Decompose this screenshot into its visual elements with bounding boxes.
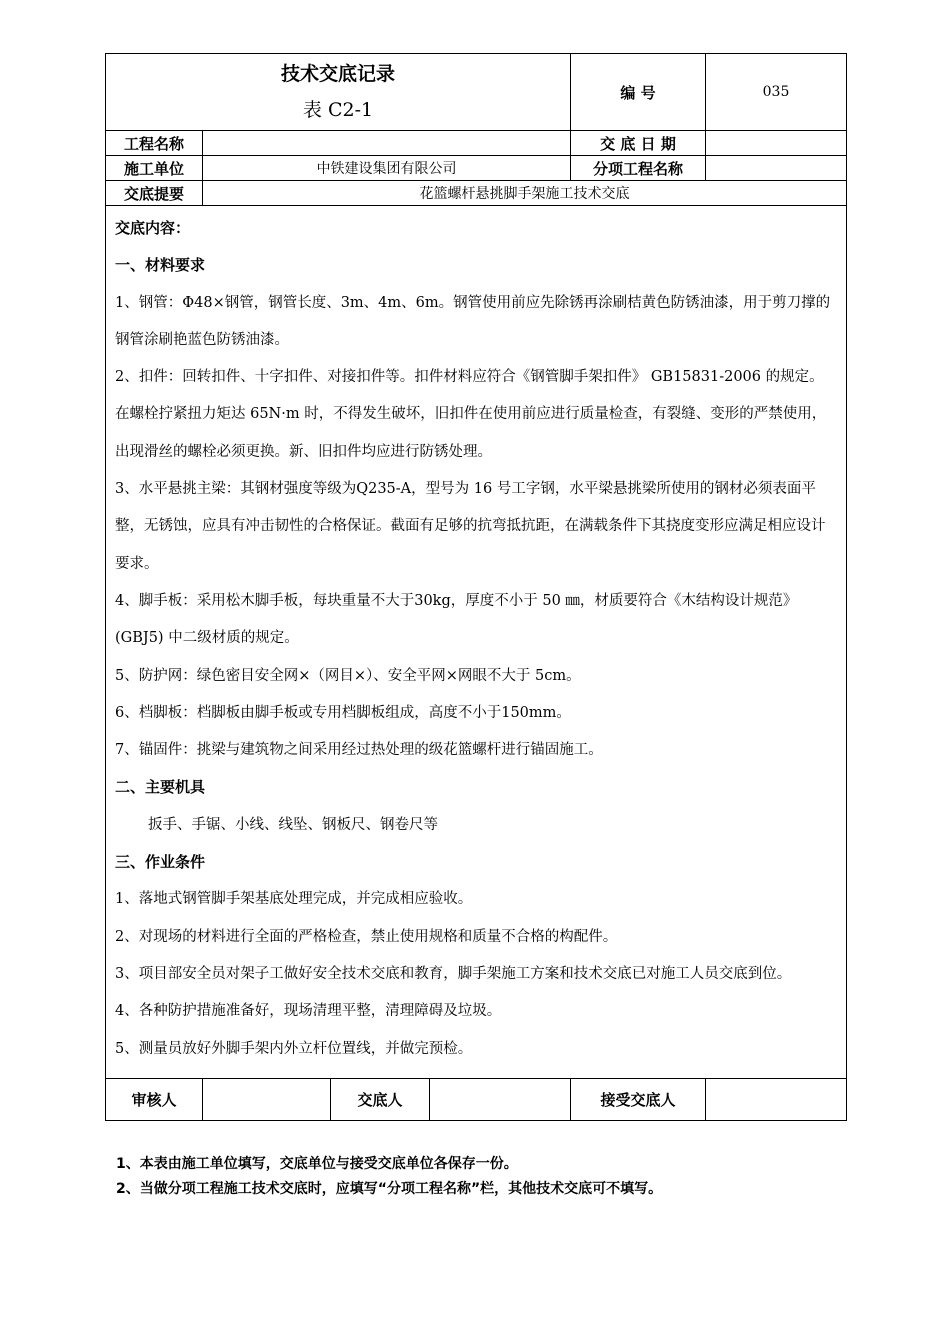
condition-item: 2、对现场的材料进行全面的严格检查，禁止使用规格和质量不合格的构配件。 [115,928,618,945]
date-label: 交 底 日 期 [571,131,706,156]
number-label: 编 号 [571,54,706,131]
disclosure-content [106,206,847,1079]
condition-item: 1、落地式钢管脚手架基底处理完成，并完成相应验收。 [115,891,473,908]
section-title-materials: 一、材料要求 [115,256,206,275]
technical-disclosure-form [105,53,846,1121]
receiver-label: 接受交底人 [571,1078,706,1120]
number-value: 035 [706,54,847,131]
contractor-value[interactable]: 中铁建设集团有限公司 [203,156,571,181]
form-notes [116,1152,836,1202]
condition-item: 5、测量员放好外脚手架内外立杆位置线，并做完预检。 [115,1040,473,1057]
form-table [105,53,847,1121]
material-item: 7、锚固件：挑梁与建筑物之间采用经过热处理的级花篮螺杆进行锚固施工。 [115,742,603,759]
receiver-value[interactable] [706,1078,847,1120]
condition-item: 4、各种防护措施准备好，现场清理平整，清理障碍及垃圾。 [115,1003,502,1020]
note-item: 2、当做分项工程施工技术交底时，应填写“分项工程名称”栏，其他技术交底可不填写。 [116,1181,663,1197]
form-code: 表 C2-1 [302,99,374,121]
condition-item: 3、项目部安全员对架子工做好安全技术交底和教育，脚手架施工方案和技术交底已对施工人员交底到位。 [115,965,792,982]
title-cell [106,54,571,131]
reviewer-label: 审核人 [106,1078,203,1120]
content-heading: 交底内容： [115,219,191,237]
summary-value[interactable]: 花篮螺杆悬挑脚手架施工技术交底 [203,181,847,206]
section-title-tools: 二、主要机具 [115,778,206,797]
material-item: 6、档脚板：档脚板由脚手板或专用档脚板组成，高度不小于150mm。 [115,704,571,721]
reviewer-value[interactable] [203,1078,331,1120]
material-item: 1、钢管：Φ48×钢管，钢管长度、3m、4m、6m。钢管使用前应先除锈再涂刷桔黄色防锈油漆，用于剪刀撑的钢管涂刷艳蓝色防锈油漆。 [115,294,831,348]
discloser-label: 交底人 [331,1078,430,1120]
date-value[interactable] [706,131,847,156]
material-item: 3、水平悬挑主梁：其钢材强度等级为Q235-A，型号为 16 号工字钢，水平梁悬挑梁所使用的钢材必须表面平整，无锈蚀，应具有冲击韧性的合格保证。截面有足够的抗弯抵抗距，在满载条件下其挠度变形应满足相应设计要求。 [115,481,826,572]
summary-label: 交底提要 [106,181,203,206]
note-item: 1、本表由施工单位填写，交底单位与接受交底单位各保存一份。 [116,1156,518,1172]
subproject-value[interactable] [706,156,847,181]
section-title-conditions: 三、作业条件 [115,853,206,872]
contractor-label: 施工单位 [106,156,203,181]
material-item: 4、脚手板：采用松木脚手板，每块重量不大于30kg，厚度不小于 50 ㎜，材质要符合《木结构设计规范》(GBJ5) 中二级材质的规定。 [115,592,798,647]
material-item: 2、扣件：回转扣件、十字扣件、对接扣件等。扣件材料应符合《钢管脚手架扣件》 GB15831-2006 的规定。在螺栓拧紧扭力矩达 65N·m 时，不得发生破坏，旧扣件在使用前应进行质量检查，有裂缝、变形的严禁使用，出现滑丝的螺栓必须更换。新、旧扣件均应进行防锈处理。 [115,369,827,460]
tools-list: 扳手、手锯、小线、线坠、钢板尺、钢卷尺等 [148,816,438,833]
project-name-label: 工程名称 [106,131,203,156]
discloser-value[interactable] [430,1078,571,1120]
material-item: 5、防护网：绿色密目安全网×（网目×）、安全平网×网眼不大于 5cm。 [115,667,581,684]
project-name-value[interactable] [203,131,571,156]
form-title: 技术交底记录 [281,63,396,85]
subproject-label: 分项工程名称 [571,156,706,181]
